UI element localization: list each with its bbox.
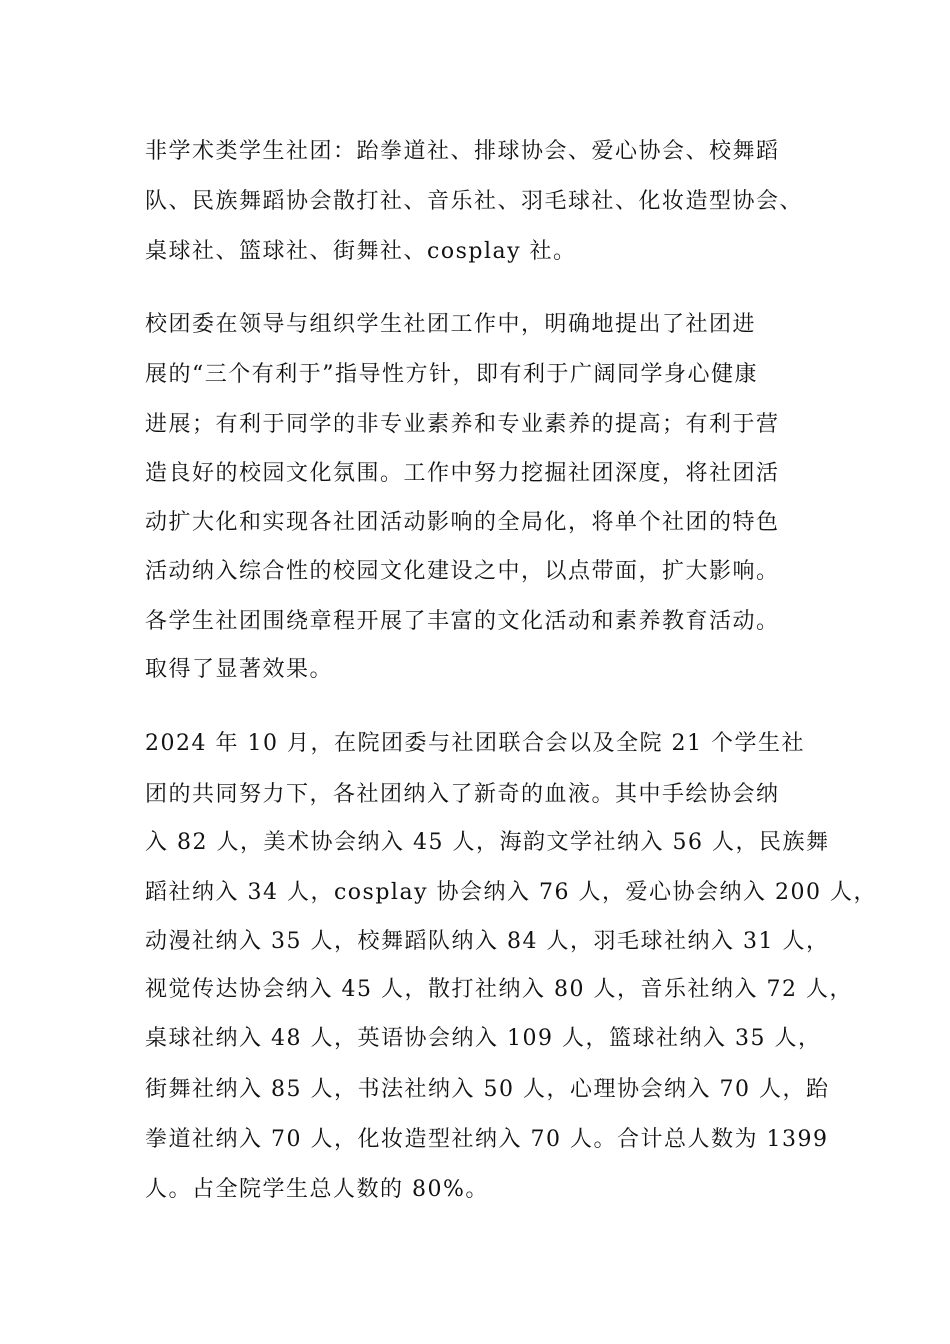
text-line: 活动纳入综合性的校园文化建设之中，以点带面，扩大影响。 [145,559,780,584]
text-line: 展的“三个有利于”指导性方针，即有利于广阔同学身心健康 [145,362,758,387]
text-line: 桌球社纳入 48 人，英语协会纳入 109 人，篮球社纳入 35 人， [145,1026,822,1051]
text-line: 造良好的校园文化氛围。工作中努力挖掘社团深度，将社团活 [145,461,780,486]
text-line: 入 82 人，美术协会纳入 45 人，海韵文学社纳入 56 人，民族舞 [145,830,830,855]
text-line: 桌球社、篮球社、街舞社、cosplay 社。 [145,239,577,264]
text-line: 校团委在领导与组织学生社团工作中，明确地提出了社团进 [145,312,757,337]
text-line: 拳道社纳入 70 人，化妆造型社纳入 70 人。合计总人数为 1399 [145,1127,829,1152]
text-line: 动扩大化和实现各社团活动影响的全局化，将单个社团的特色 [145,510,780,535]
text-line: 队、民族舞蹈协会散打社、音乐社、羽毛球社、化妆造型协会、 [145,189,804,214]
text-line: 人。占全院学生总人数的 80%。 [145,1177,489,1202]
text-line: 动漫社纳入 35 人，校舞蹈队纳入 84 人，羽毛球社纳入 31 人， [145,929,830,954]
text-line: 团的共同努力下，各社团纳入了新奇的血液。其中手绘协会纳 [145,782,780,807]
text-line: 蹈社纳入 34 人，cosplay 协会纳入 76 人，爱心协会纳入 200 人， [145,880,877,905]
text-line: 进展；有利于同学的非专业素养和专业素养的提高；有利于营 [145,412,780,437]
text-line: 视觉传达协会纳入 45 人，散打社纳入 80 人，音乐社纳入 72 人， [145,977,853,1002]
text-line: 各学生社团围绕章程开展了丰富的文化活动和素养教育活动。 [145,609,780,634]
text-line: 2024 年 10 月，在院团委与社团联合会以及全院 21 个学生社 [145,731,805,756]
text-line: 非学术类学生社团：跆拳道社、排球协会、爱心协会、校舞蹈 [145,139,780,164]
text-line: 取得了显著效果。 [145,657,334,682]
text-line: 街舞社纳入 85 人，书法社纳入 50 人，心理协会纳入 70 人，跆 [145,1077,830,1102]
